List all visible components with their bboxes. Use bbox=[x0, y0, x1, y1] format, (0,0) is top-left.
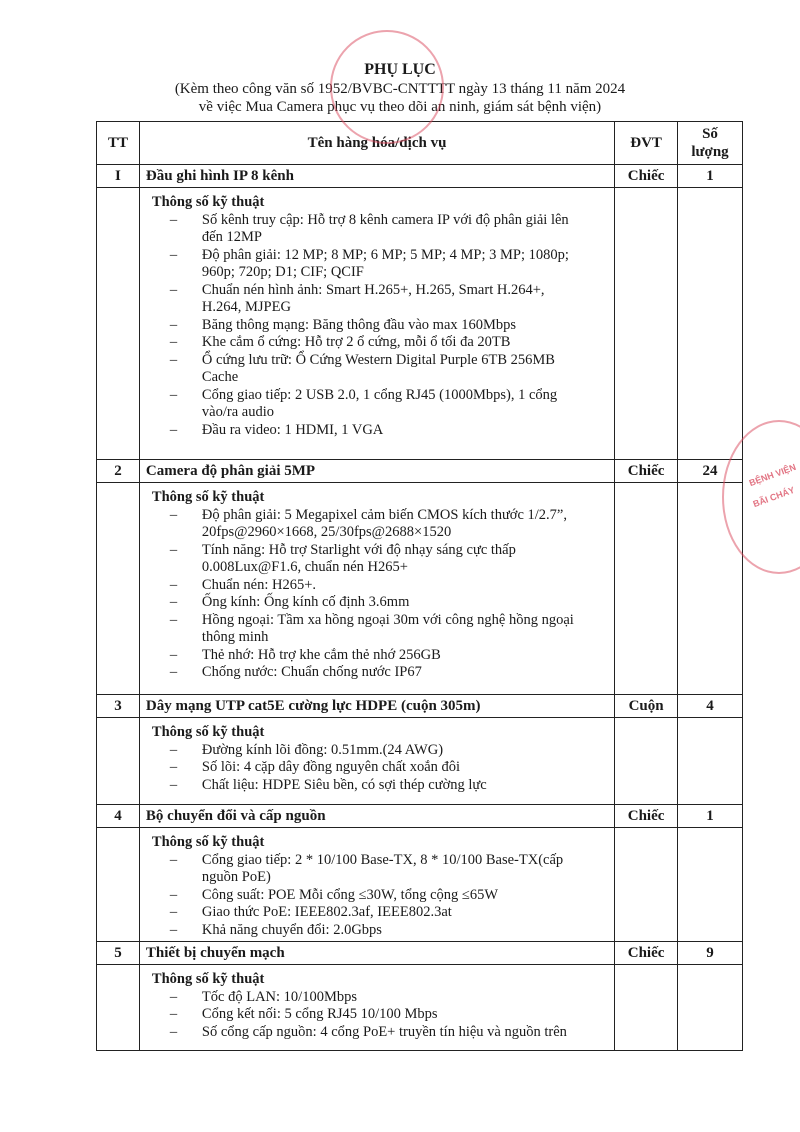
spec-line: Ổ cứng lưu trữ: Ổ Cứng Western Digital Purple 6TB 256MB bbox=[201, 351, 555, 368]
spec-bullet bbox=[150, 664, 608, 682]
spec-bullet bbox=[150, 507, 608, 542]
spec-bullet bbox=[150, 577, 608, 595]
spec-row bbox=[97, 828, 743, 942]
item-qty: 9 bbox=[678, 942, 743, 965]
spec-row bbox=[97, 718, 743, 805]
dash-icon: – bbox=[169, 664, 178, 680]
spec-bullet bbox=[150, 387, 608, 422]
dash-icon: – bbox=[169, 988, 178, 1005]
dash-icon: – bbox=[169, 646, 178, 663]
spec-title: Thông số kỹ thuật bbox=[151, 834, 265, 850]
item-row bbox=[97, 805, 743, 828]
spec-cell bbox=[139, 718, 614, 805]
dash-icon: – bbox=[169, 851, 178, 868]
spec-bullet bbox=[150, 904, 608, 922]
dash-icon: – bbox=[169, 211, 178, 228]
item-tt: 2 bbox=[97, 460, 140, 483]
spec-line: Tính năng: Hỗ trợ Starlight với độ nhạy sáng cực thấp bbox=[201, 541, 516, 558]
spec-line: Số lõi: 4 cặp dây đồng nguyên chất xoắn đôi bbox=[201, 759, 461, 775]
spec-line: Chất liệu: HDPE Siêu bền, có sợi thép cường lực bbox=[201, 776, 487, 793]
spec-title: Thông số kỹ thuật bbox=[151, 489, 265, 505]
spec-tt-cell bbox=[97, 828, 140, 942]
spec-tt-cell bbox=[97, 965, 140, 1051]
spec-line: Khe cắm ổ cứng: Hỗ trợ 2 ổ cứng, mỗi ổ tối đa 20TB bbox=[201, 334, 511, 350]
spec-bullet bbox=[150, 989, 608, 1007]
dash-icon: – bbox=[169, 351, 178, 368]
spec-tt-cell bbox=[97, 483, 140, 695]
spec-bullet bbox=[150, 282, 608, 317]
spec-bullet bbox=[150, 1006, 608, 1024]
spec-title: Thông số kỹ thuật bbox=[151, 971, 265, 987]
spec-line: Đầu ra video: 1 HDMI, 1 VGA bbox=[201, 421, 384, 438]
spec-line: thông minh bbox=[201, 629, 269, 645]
spec-bullet bbox=[150, 887, 608, 905]
spec-title: Thông số kỹ thuật bbox=[151, 194, 265, 210]
spec-line: Băng thông mạng: Băng thông đầu vào max 160Mbps bbox=[201, 316, 517, 333]
spec-line: Thẻ nhớ: Hỗ trợ khe cắm thẻ nhớ 256GB bbox=[201, 646, 441, 663]
spec-line: Số kênh truy cập: Hỗ trợ 8 kênh camera IP với độ phân giải lên bbox=[201, 211, 569, 228]
dash-icon: – bbox=[169, 759, 178, 775]
spec-line: Cổng giao tiếp: 2 USB 2.0, 1 cổng RJ45 (1000Mbps), 1 cổng bbox=[201, 386, 558, 403]
spec-bullet bbox=[150, 1024, 608, 1042]
dash-icon: – bbox=[169, 611, 178, 628]
dash-icon: – bbox=[169, 541, 178, 558]
spec-qty-cell bbox=[678, 828, 743, 942]
spec-row bbox=[97, 965, 743, 1051]
stamp-text-1: BỆNH VIỆN bbox=[747, 461, 798, 489]
spec-title: Thông số kỹ thuật bbox=[151, 724, 265, 740]
spec-row bbox=[97, 188, 743, 460]
document-title: PHỤ LỤC bbox=[364, 61, 436, 78]
header-qty-line2: lượng bbox=[691, 144, 729, 160]
spec-bullet bbox=[150, 759, 608, 777]
spec-line: Chuẩn nén: H265+. bbox=[201, 576, 317, 593]
spec-unit-cell bbox=[615, 718, 678, 805]
spec-qty-cell bbox=[678, 965, 743, 1051]
spec-cell bbox=[139, 828, 614, 942]
dash-icon: – bbox=[169, 1023, 178, 1040]
spec-line: Độ phân giải: 5 Megapixel cảm biến CMOS kích thước 1/2.7”, bbox=[201, 506, 567, 523]
spec-bullet bbox=[150, 542, 608, 577]
spec-unit-cell bbox=[615, 965, 678, 1051]
item-unit: Chiếc bbox=[615, 942, 678, 965]
spec-bullet bbox=[150, 922, 608, 940]
spec-tt-cell bbox=[97, 188, 140, 460]
header-name: Tên hàng hóa/dịch vụ bbox=[139, 122, 614, 165]
dash-icon: – bbox=[169, 741, 178, 758]
item-qty: 1 bbox=[678, 805, 743, 828]
table-body bbox=[97, 165, 743, 1051]
spec-line: Cổng giao tiếp: 2 * 10/100 Base-TX, 8 * 10/100 Base-TX(cấp bbox=[201, 851, 564, 868]
header-line-2: về việc Mua Camera phục vụ theo dõi an ninh, giám sát bệnh viện) bbox=[198, 99, 602, 115]
spec-line: Số cổng cấp nguồn: 4 cổng PoE+ truyền tín hiệu và nguồn trên bbox=[201, 1023, 567, 1040]
spec-line: Ống kính: Ống kính cố định 3.6mm bbox=[201, 594, 410, 610]
spec-unit-cell bbox=[615, 483, 678, 695]
stamp-top bbox=[330, 30, 444, 144]
spec-line: Độ phân giải: 12 MP; 8 MP; 6 MP; 5 MP; 4 MP; 3 MP; 1080p; bbox=[201, 246, 569, 263]
dash-icon: – bbox=[169, 281, 178, 298]
dash-icon: – bbox=[169, 316, 178, 333]
spec-line: Đường kính lõi đồng: 0.51mm.(24 AWG) bbox=[201, 741, 444, 758]
spec-bullet bbox=[150, 594, 608, 612]
spec-line: Khả năng chuyển đổi: 2.0Gbps bbox=[201, 921, 382, 938]
item-qty: 4 bbox=[678, 695, 743, 718]
spec-line: Cache bbox=[201, 369, 239, 385]
dash-icon: – bbox=[169, 386, 178, 403]
item-unit: Cuộn bbox=[615, 695, 678, 718]
item-name: Camera độ phân giải 5MP bbox=[139, 460, 614, 483]
dash-icon: – bbox=[169, 421, 178, 438]
spec-bullet bbox=[150, 247, 608, 282]
item-name: Thiết bị chuyển mạch bbox=[139, 942, 614, 965]
item-unit: Chiếc bbox=[615, 805, 678, 828]
spec-line: 960p; 720p; D1; CIF; QCIF bbox=[201, 264, 364, 280]
spec-qty-cell bbox=[678, 188, 743, 460]
spec-tt-cell bbox=[97, 718, 140, 805]
spec-line: nguồn PoE) bbox=[201, 869, 271, 885]
item-row bbox=[97, 165, 743, 188]
goods-table bbox=[96, 121, 743, 1051]
item-qty: 1 bbox=[678, 165, 743, 188]
spec-line: H.264, MJPEG bbox=[201, 299, 291, 315]
header-line-1: (Kèm theo công văn số 1952/BVBC-CNTTTT ngày 13 tháng 11 năm 2024 bbox=[174, 81, 626, 97]
spec-bullet bbox=[150, 742, 608, 760]
item-row bbox=[97, 942, 743, 965]
spec-line: Công suất: POE Mỗi cổng ≤30W, tổng cộng ≤65W bbox=[201, 886, 499, 903]
spec-line: 0.008Lux@F1.6, chuẩn nén H265+ bbox=[201, 559, 408, 575]
dash-icon: – bbox=[169, 334, 178, 350]
spec-bullet bbox=[150, 612, 608, 647]
item-name: Bộ chuyển đổi và cấp nguồn bbox=[139, 805, 614, 828]
spec-line: Chuẩn nén hình ảnh: Smart H.265+, H.265, Smart H.264+, bbox=[201, 281, 545, 298]
item-tt: I bbox=[97, 165, 140, 188]
spec-bullet bbox=[150, 647, 608, 665]
spec-line: đến 12MP bbox=[201, 229, 262, 245]
item-row bbox=[97, 460, 743, 483]
dash-icon: – bbox=[169, 886, 178, 903]
spec-bullet bbox=[150, 317, 608, 335]
item-name: Đầu ghi hình IP 8 kênh bbox=[139, 165, 614, 188]
spec-bullet bbox=[150, 212, 608, 247]
spec-unit-cell bbox=[615, 188, 678, 460]
spec-qty-cell bbox=[678, 718, 743, 805]
header-tt: TT bbox=[97, 122, 140, 165]
item-unit: Chiếc bbox=[615, 460, 678, 483]
item-tt: 3 bbox=[97, 695, 140, 718]
spec-line: Hồng ngoại: Tầm xa hồng ngoại 30m với công nghệ hồng ngoại bbox=[201, 611, 574, 628]
spec-line: Cổng kết nối: 5 cổng RJ45 10/100 Mbps bbox=[201, 1006, 438, 1022]
spec-line: Chống nước: Chuẩn chống nước IP67 bbox=[201, 664, 422, 680]
item-qty: 24 bbox=[678, 460, 743, 483]
item-tt: 5 bbox=[97, 942, 140, 965]
dash-icon: – bbox=[169, 594, 178, 610]
spec-bullet bbox=[150, 777, 608, 795]
item-name: Dây mạng UTP cat5E cường lực HDPE (cuộn 305m) bbox=[139, 695, 614, 718]
item-unit: Chiếc bbox=[615, 165, 678, 188]
spec-bullet bbox=[150, 422, 608, 440]
dash-icon: – bbox=[169, 904, 178, 920]
dash-icon: – bbox=[169, 921, 178, 938]
spec-line: 20fps@2960×1668, 25/30fps@2688×1520 bbox=[201, 524, 452, 540]
dash-icon: – bbox=[169, 576, 178, 593]
dash-icon: – bbox=[169, 246, 178, 263]
spec-cell bbox=[139, 965, 614, 1051]
spec-line: Tốc độ LAN: 10/100Mbps bbox=[201, 988, 357, 1005]
header-unit: ĐVT bbox=[615, 122, 678, 165]
spec-bullet bbox=[150, 334, 608, 352]
dash-icon: – bbox=[169, 506, 178, 523]
item-tt: 4 bbox=[97, 805, 140, 828]
dash-icon: – bbox=[169, 776, 178, 793]
spec-line: vào/ra audio bbox=[201, 404, 274, 420]
stamp-text-2: BÃI CHÁY bbox=[751, 484, 796, 510]
spec-bullet bbox=[150, 852, 608, 887]
dash-icon: – bbox=[169, 1006, 178, 1022]
header-qty bbox=[678, 122, 743, 165]
header-qty-line1: Số bbox=[702, 126, 718, 142]
spec-row bbox=[97, 483, 743, 695]
item-row bbox=[97, 695, 743, 718]
spec-bullet bbox=[150, 352, 608, 387]
spec-unit-cell bbox=[615, 828, 678, 942]
spec-line: Giao thức PoE: IEEE802.3af, IEEE802.3at bbox=[201, 904, 452, 920]
spec-cell bbox=[139, 188, 614, 460]
spec-cell bbox=[139, 483, 614, 695]
